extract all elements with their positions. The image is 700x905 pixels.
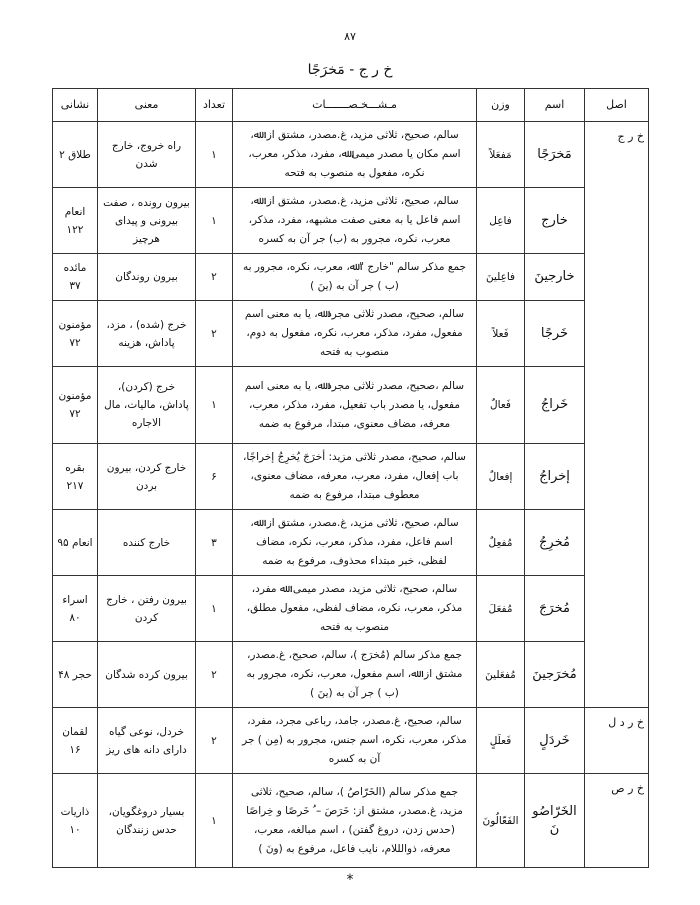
pattern-cell: الفَعّالُونَ [477,774,525,868]
word-cell: خَراجُ [525,367,585,444]
pattern-cell: مُفعَلینَ [477,642,525,708]
specification-cell: جمع مذکر سالم (الخَرّاصُ )، سالم، صحیح، ثلاثی مزید، غ.مصدر، مشتق از: خَرَصَ – ُ خَرصًا و خِراصًا (حدس زدن، دروغ گفتن) ، اسم مبالغه، معرب، معرفه، ذوالللام، نایب فاعل، مرفوع به (ونَ ) [233,774,477,868]
meaning-cell: خارج کردن، بیرون بردن [98,444,196,510]
meaning-cell: بیرون روندگان [98,254,196,301]
count-cell: ۱ [196,122,233,188]
pattern-cell: فَعلاً [477,301,525,367]
word-cell: مَخرَجًا [525,122,585,188]
count-cell: ۲ [196,708,233,774]
reference-cell: طلاق ۲ [53,122,98,188]
specification-cell: سالم، صحیح، مصدر ثلاثی مجرد ﷲ، یا به معنی اسم مفعول، مفرد، مذکر، معرب، نکره، مفعول به دوم، منصوب به فتحه [233,301,477,367]
table-header-row [53,89,649,122]
meaning-cell: بیرون رفتن ، خارج کردن [98,576,196,642]
table-row [53,254,649,301]
pattern-cell: فَعالٌ [477,367,525,444]
pattern-cell: مُفعَلَ [477,576,525,642]
reference-cell: انعام ۱۲۲ [53,188,98,254]
table-row [53,576,649,642]
meaning-cell: راه خروج، خارج شدن [98,122,196,188]
reference-cell: مؤمنون ۷۲ [53,301,98,367]
header-wazn: وزن [477,89,525,122]
meaning-cell: بسیار دروغگویان، حدس زنندگان [98,774,196,868]
reference-cell: انعام ۹۵ [53,510,98,576]
word-analysis-table [52,88,649,868]
table-row [53,708,649,774]
table-row [53,642,649,708]
header-count: تعداد [196,89,233,122]
specification-cell: سالم ،صحیح، مصدر ثلاثی مجرد ﷲ، یا به معنی اسم مفعول، یا مصدر باب تفعیل، مفرد، مذکر، معرب، معرفه، مضاف معنوی، مبتدا، مرفوع به ضمه [233,367,477,444]
table-row [53,774,649,868]
table-row [53,122,649,188]
meaning-cell: خرج (کردن)، پاداش، مالیات، مال الاجاره [98,367,196,444]
footer-mark: * [346,872,354,888]
reference-cell: ذاریات ۱۰ [53,774,98,868]
table-row [53,367,649,444]
word-cell: مُخرَجَ [525,576,585,642]
specification-cell: جمع مذکر سالم (مُخرَج )، سالم، صحیح، غ.مصدر، مشتق از: ﷲ، اسم مفعول، معرب، نکره، مجرور به (ب ) جر آن به (ینَ ) [233,642,477,708]
word-cell: مُخرَجینَ [525,642,585,708]
specification-cell: سالم، صحیح، ثلاثی مزید، غ.مصدر، مشتق از: ﷲ، اسم مکان یا مصدر میمی ﷲ، مفرد، مذکر، معرب، نکره، مفعول به منصوب به فتحه [233,122,477,188]
pattern-cell: فاعِلینَ [477,254,525,301]
meaning-cell: خارج کننده [98,510,196,576]
count-cell: ۲ [196,254,233,301]
root-cell: خ ر د ل [585,708,649,774]
word-cell: خارج [525,188,585,254]
reference-cell: لقمان ۱۶ [53,708,98,774]
page-number: ۸۷ [344,30,356,43]
header-asl: اصل [585,89,649,122]
pattern-cell: مُفعِلٌ [477,510,525,576]
count-cell: ۲ [196,642,233,708]
table-row [53,188,649,254]
reference-cell: اسراء ۸۰ [53,576,98,642]
root-cell: خ ر ج [585,122,649,708]
word-cell: خَردَلٍ [525,708,585,774]
count-cell: ۱ [196,774,233,868]
table-row [53,444,649,510]
pattern-cell: مَفعَلاً [477,122,525,188]
table-row [53,301,649,367]
page-title: خ ر ج - مَخرَجًا [307,62,393,78]
word-cell: الخَرّاصُونَ [525,774,585,868]
specification-cell: سالم، صحیح، ثلاثی مزید، غ.مصدر، مشتق از: ﷲ، اسم فاعل، مفرد، مذکر، معرب، نکره، مضاف لفظی، خبر مبتداء محذوف، مرفوع به ضمه [233,510,477,576]
count-cell: ۱ [196,188,233,254]
reference-cell: بقره ۲۱۷ [53,444,98,510]
specification-cell: سالم، صحیح، مصدر ثلاثی مزید: أخرَجَ یُخرِجُ إخراجًا، باب إفعال، مفرد، معرب، معرفه، مضاف معنوی، معطوف مبتدا، مرفوع به ضمه [233,444,477,510]
header-spec: مـشـــخـصـــــــات [233,89,477,122]
table-wrapper [0,88,700,868]
word-cell: خَرجًا [525,301,585,367]
header-ref: نشانی [53,89,98,122]
meaning-cell: خردل، نوعی گیاه دارای دانه های ریز [98,708,196,774]
reference-cell: مائده ۳۷ [53,254,98,301]
word-cell: خارجینَ [525,254,585,301]
word-cell: إخراجُ [525,444,585,510]
pattern-cell: إفعالٌ [477,444,525,510]
reference-cell: مؤمنون ۷۲ [53,367,98,444]
count-cell: ۳ [196,510,233,576]
reference-cell: حجر ۴۸ [53,642,98,708]
specification-cell: جمع مذکر سالم "خارج " ﷲ، معرب، نکره، مجرور به (ب ) جر آن به (ینَ ) [233,254,477,301]
meaning-cell: خرج (شده) ، مزد، پاداش، هزینه [98,301,196,367]
count-cell: ۱ [196,576,233,642]
count-cell: ۲ [196,301,233,367]
header-meaning: معنی [98,89,196,122]
specification-cell: سالم، صحیح، غ.مصدر، جامد، رباعی مجرد، مفرد، مذکر، معرب، نکره، اسم جنس، مجرور به (مِن ) جر آن به کسره [233,708,477,774]
count-cell: ۱ [196,367,233,444]
header-ism: اسم [525,89,585,122]
pattern-cell: فَعلَلٍ [477,708,525,774]
table-row [53,510,649,576]
specification-cell: سالم، صحیح، ثلاثی مزید، مصدر میمی: ﷲ مفرد، مذکر، معرب، نکره، مضاف لفظی، مفعول مطلق، منصوب به فتحه [233,576,477,642]
meaning-cell: بیرون رونده ، صفت بیرونی و پیدای هرچیز [98,188,196,254]
pattern-cell: فاعِل [477,188,525,254]
root-cell: خ ر ص [585,774,649,868]
count-cell: ۶ [196,444,233,510]
specification-cell: سالم، صحیح، ثلاثی مزید، غ.مصدر، مشتق از: ﷲ، اسم فاعل یا به معنی صفت مشبهه، مفرد، مذکر، معرب، نکره، مجرور به (ب) جر آن به کسره [233,188,477,254]
meaning-cell: بیرون کرده شدگان [98,642,196,708]
word-cell: مُخرِجُ [525,510,585,576]
